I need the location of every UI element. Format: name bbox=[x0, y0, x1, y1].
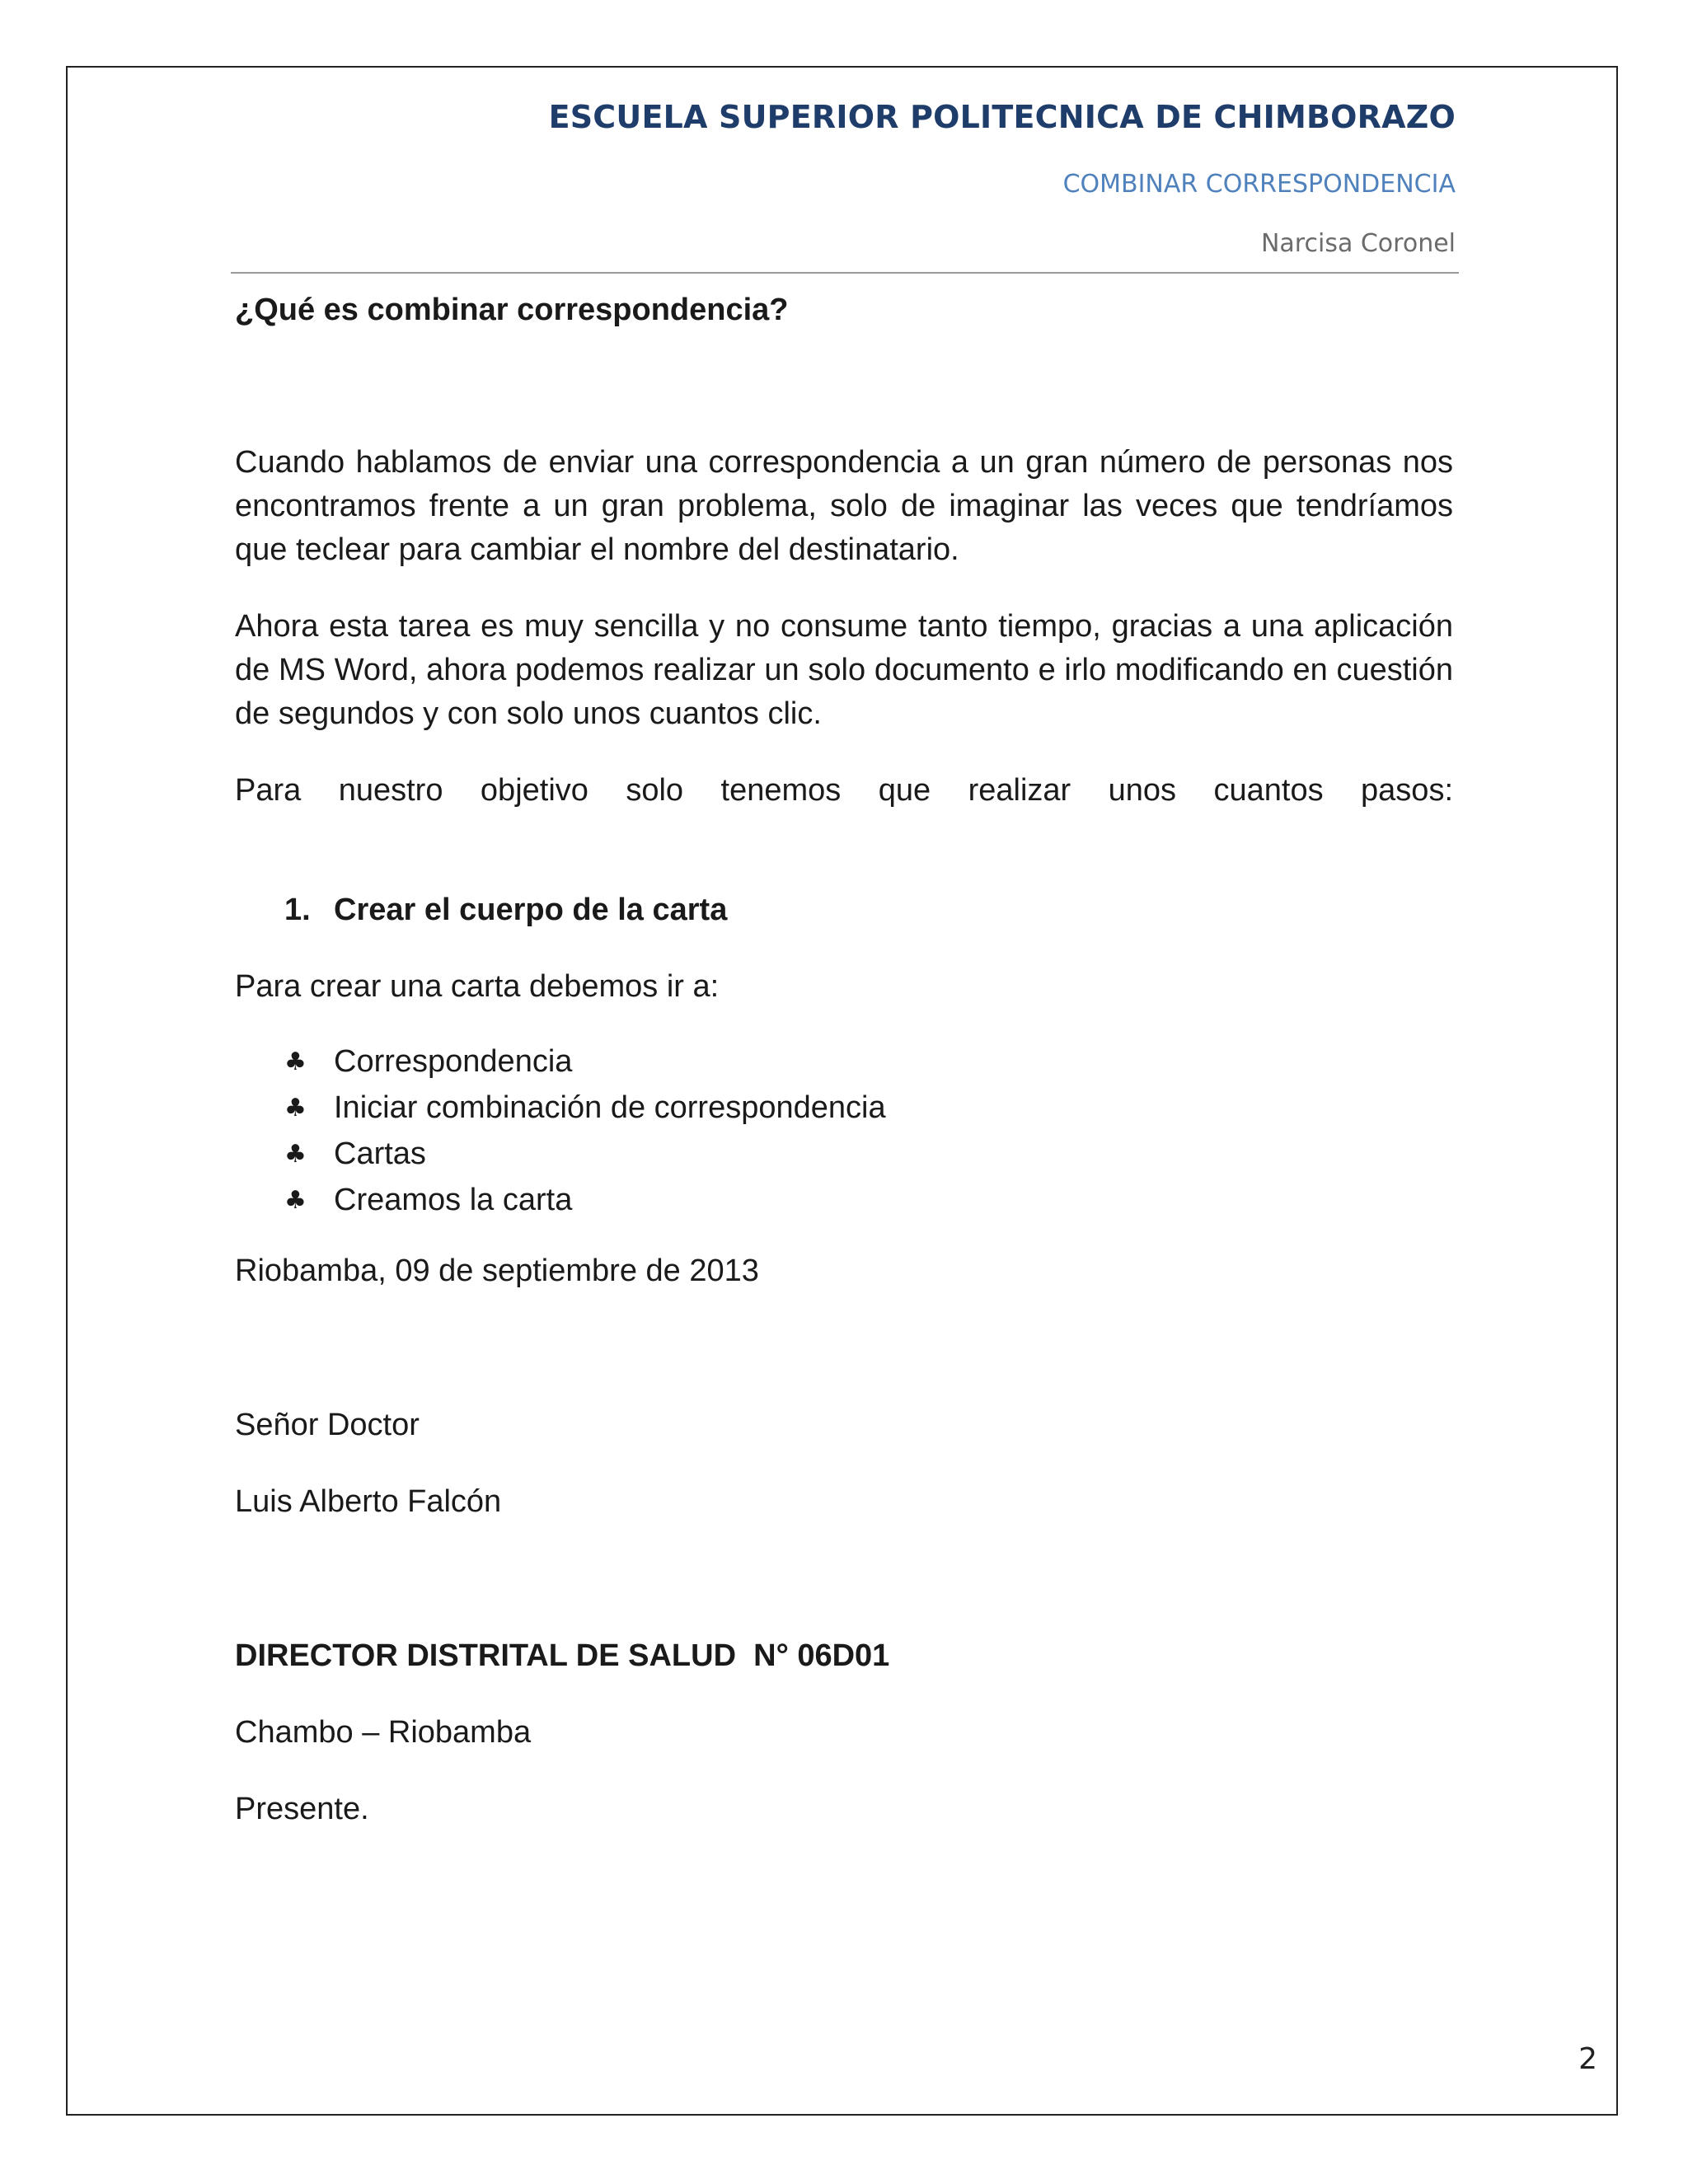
steps-list bbox=[235, 888, 1453, 932]
paragraph-word-app: Ahora esta tarea es muy sencilla y no consume tanto tiempo, gracias a una aplicación de MS Word, ahora podemos realizar un solo documento e irlo modificando en cuestión de segundos y con solo unos cuantos clic. bbox=[235, 609, 1453, 731]
paragraph-steps: Para nuestro objetivo solo tenemos que realizar unos cuantos pasos: bbox=[235, 773, 1453, 808]
club-bullet-icon: ♣ bbox=[284, 1139, 307, 1169]
header-divider bbox=[231, 272, 1459, 274]
letter-location: Chambo – Riobamba bbox=[235, 1715, 532, 1750]
header-school-name: ESCUELA SUPERIOR POLITECNICA DE CHIMBORAZO bbox=[548, 99, 1456, 135]
letter-closing: Presente. bbox=[235, 1792, 369, 1826]
list-item-label: Iniciar combinación de correspondencia bbox=[334, 1090, 886, 1125]
list-item-label: Correspondencia bbox=[334, 1043, 573, 1079]
club-bullet-icon: ♣ bbox=[284, 1047, 307, 1076]
letter-date: Riobamba, 09 de septiembre de 2013 bbox=[235, 1254, 759, 1288]
page-number: 2 bbox=[1578, 2042, 1597, 2076]
menu-path-list bbox=[235, 1038, 1453, 1223]
section-question: ¿Qué es combinar correspondencia? bbox=[235, 293, 789, 327]
paragraph-intro: Cuando hablamos de enviar una correspondencia a un gran número de personas nos encontramos frente a un gran problema, solo de imaginar las veces que tendríamos que teclear para cambiar el nombre del destinatario. bbox=[235, 445, 1453, 567]
steps-intro: Para crear una carta debemos ir a: bbox=[235, 969, 720, 1004]
list-item-label: Creamos la carta bbox=[334, 1182, 573, 1217]
header-subject: COMBINAR CORRESPONDENCIA bbox=[1062, 170, 1456, 199]
club-bullet-icon: ♣ bbox=[284, 1185, 307, 1215]
list-item bbox=[235, 1177, 1453, 1223]
list-item-label: Cartas bbox=[334, 1136, 426, 1171]
list-item bbox=[235, 1038, 1453, 1085]
step-number: 1. bbox=[284, 893, 311, 927]
club-bullet-icon: ♣ bbox=[284, 1093, 307, 1122]
header-author: Narcisa Coronel bbox=[1260, 229, 1456, 258]
document-body bbox=[235, 288, 1453, 1831]
step-item bbox=[235, 888, 1453, 932]
list-item bbox=[235, 1131, 1453, 1177]
letter-salutation: Señor Doctor bbox=[235, 1408, 420, 1442]
letter-recipient-position: DIRECTOR DISTRITAL DE SALUD N° 06D01 bbox=[235, 1638, 890, 1673]
letter-recipient-name: Luis Alberto Falcón bbox=[235, 1484, 502, 1519]
list-item bbox=[235, 1085, 1453, 1131]
step-title: Crear el cuerpo de la carta bbox=[334, 893, 728, 927]
